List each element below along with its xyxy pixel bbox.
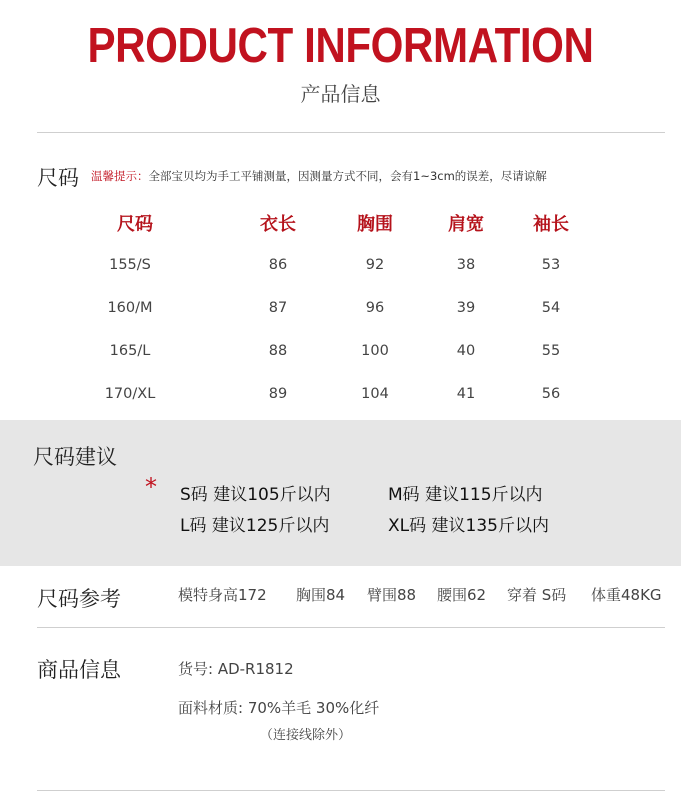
table-cell: 86 (268, 257, 288, 273)
size-advice: L码 建议125斤以内 (180, 516, 330, 536)
table-cell: 39 (456, 300, 476, 316)
table-cell: 38 (456, 257, 476, 273)
advice-section-title: 尺码建议 (33, 445, 117, 469)
page-subtitle: 产品信息 (300, 82, 381, 106)
table-cell: 155/S (109, 257, 151, 273)
table-cell: 96 (365, 300, 385, 316)
model-bust: 胸围84 (296, 586, 346, 604)
table-cell: 88 (268, 343, 288, 359)
item-number: 货号: AD-R1812 (178, 660, 294, 678)
size-section-title: 尺码 (37, 166, 79, 190)
product-section-title: 商品信息 (37, 658, 121, 682)
size-advice: XL码 建议135斤以内 (388, 516, 549, 536)
model-waist: 腰围62 (437, 586, 487, 604)
divider (37, 132, 665, 133)
reference-section-title: 尺码参考 (37, 587, 121, 611)
material-note: （连接线除外） (260, 728, 352, 743)
table-cell: 87 (268, 300, 288, 316)
size-advice: S码 建议105斤以内 (180, 485, 331, 505)
table-cell: 100 (361, 343, 389, 359)
table-header: 袖长 (533, 214, 569, 235)
table-cell: 89 (268, 386, 288, 402)
table-cell: 53 (541, 257, 561, 273)
size-advice: M码 建议115斤以内 (388, 485, 543, 505)
table-cell: 160/M (107, 300, 153, 316)
table-cell: 165/L (109, 343, 151, 359)
model-weight: 体重48KG (591, 586, 662, 604)
model-arm: 臂围88 (367, 586, 417, 604)
table-header: 肩宽 (448, 214, 484, 235)
measurement-notice (91, 168, 547, 184)
table-cell: 55 (541, 343, 561, 359)
page-title: PRODUCT INFORMATION (87, 19, 594, 73)
model-height: 模特身高172 (178, 586, 267, 604)
table-cell: 56 (541, 386, 561, 402)
table-cell: 104 (361, 386, 389, 402)
divider (37, 627, 665, 628)
divider (37, 790, 665, 791)
table-header: 衣长 (260, 214, 296, 235)
model-size-worn: 穿着 S码 (507, 586, 567, 604)
table-cell: 40 (456, 343, 476, 359)
asterisk-icon: * (145, 473, 157, 501)
fabric-material: 面料材质: 70%羊毛 30%化纤 (178, 699, 380, 717)
notice-text: 全部宝贝均为手工平铺测量，因测量方式不同，会有1~3cm的误差，尽请谅解 (148, 169, 547, 183)
table-header: 胸围 (357, 214, 393, 235)
table-header: 尺码 (117, 214, 153, 235)
table-cell: 54 (541, 300, 561, 316)
table-cell: 92 (365, 257, 385, 273)
table-cell: 41 (456, 386, 476, 402)
notice-label: 温馨提示： (91, 169, 149, 183)
table-cell: 170/XL (104, 386, 156, 402)
